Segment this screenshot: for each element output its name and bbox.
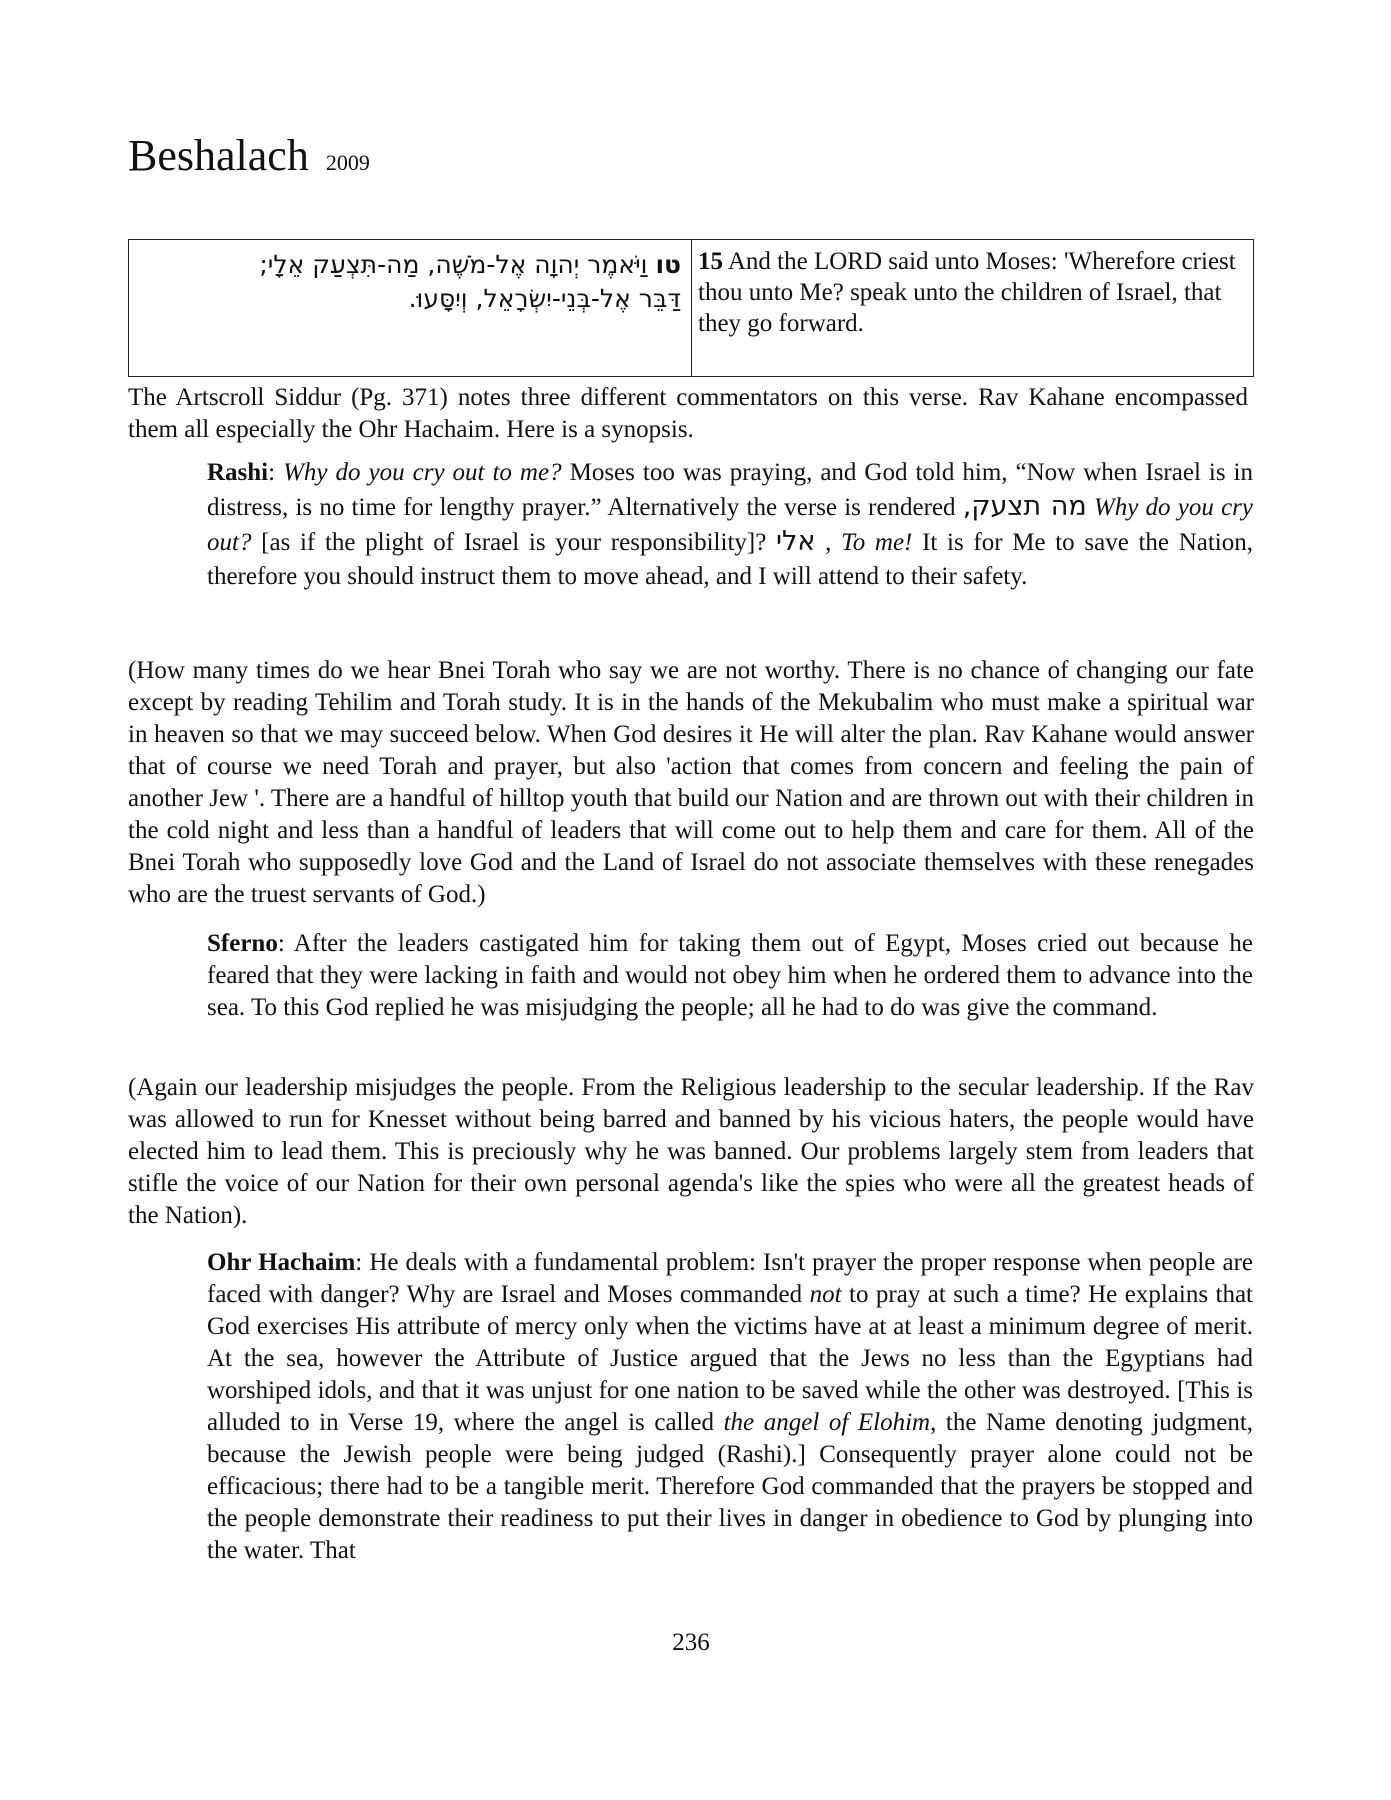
rashi-question-3: To me!	[841, 529, 913, 556]
rashi-text-4: It is for Me to save the Nation, therefore you should instruct them to move ahead, and I will attend to their safety.	[207, 529, 1254, 590]
rashi-text-3: ,	[815, 529, 842, 556]
sferno-commentary	[207, 928, 1253, 1024]
ohr-text-3: , the Name denoting judgment, because the Jewish people were being judged (Rashi).] Consequently prayer alone could not be efficacious; there had to be a tangible merit. Therefore God commanded that the prayers be stopped and the people demonstrate their readiness to put their lives in danger in obedience to God by plunging into the water. That	[207, 1409, 1254, 1564]
verse-english-cell	[692, 240, 1253, 376]
rashi-question-2: Why do you cry out?	[207, 494, 1253, 556]
title-year: 2009	[325, 150, 370, 175]
rashi-text-2: [as if the plight of Israel is your responsibility]?	[251, 529, 777, 556]
verse-hebrew-line-2: דַּבֵּר אֶל-בְּנֵי-יִשְׂרָאֵל, וְיִסָּעוּ.	[408, 284, 681, 313]
page-number: 236	[672, 1629, 710, 1656]
rashi-commentary	[207, 456, 1253, 594]
verse-hebrew-marker: טו	[655, 250, 681, 279]
rashi-sep: :	[268, 459, 284, 486]
verse-hebrew-cell	[129, 240, 692, 376]
verse-hebrew-line-1-text: וַיֹּאמֶר יְהוָה אֶל-מֹשֶׁה, מַה-תִּצְעַק אֵלָי;	[259, 250, 648, 279]
ohr-emphasis-1: not	[809, 1281, 842, 1308]
rashi-label: Rashi	[207, 459, 269, 486]
title-text: Beshalach	[128, 131, 309, 180]
verse-number: 15	[698, 248, 723, 275]
rashi-question-1: Why do you cry out to me?	[283, 459, 562, 486]
intro-paragraph: The Artscroll Siddur (Pg. 371) notes three different commentators on this verse. Rav Kahane encompassed them all especially the Ohr Hachaim. Here is a synopsis.	[128, 384, 1248, 443]
ohr-label: Ohr Hachaim	[207, 1249, 356, 1276]
ohr-text-2: to pray at such a time? He explains that God exercises His attribute of mercy only when the victims have at at least a minimum degree of merit. At the sea, however the Attribute of Justice argued that the Jews no less than the Egyptians had worshiped idols, and that it was unjust for one nation to be saved while the other was destroyed. [This is alluded to in Verse 19, where the angel is called	[207, 1281, 1253, 1436]
verse-hebrew-line-1	[137, 248, 681, 282]
sferno-text: : After the leaders castigated him for taking them out of Egypt, Moses cried out because he feared that they were lacking in faith and would not obey him when he ordered them to advance into the sea. To this God replied he was misjudging the people; all he had to do was give the command.	[207, 930, 1253, 1021]
ohr-text-1: : He deals with a fundamental problem: Isn't prayer the proper response when people are faced with danger? Why are Israel and Moses commanded	[207, 1249, 1253, 1308]
rashi-text-1: Moses too was praying, and God told him, “Now when Israel is in distress, is no time for lengthy prayer.” Alternatively the verse is rendered	[207, 459, 1254, 521]
verse-english-text: And the LORD said unto Moses: 'Wherefore criest thou unto Me? speak unto the children of Israel, that they go forward.	[698, 248, 1236, 337]
page-title	[128, 128, 370, 191]
rashi-hebrew-1: מה תצעק,	[962, 491, 1087, 522]
comment-paragraph-2: (Again our leadership misjudges the people. From the Religious leadership to the secular leadership. If the Rav was allowed to run for Knesset without being barred and banned by his vicious haters, the people would have elected him to lead them. This is preciously why he was banned. Our problems largely stem from leaders that stifle the voice of our Nation for their own personal agenda's like the spies who were all the greatest heads of the Nation).	[128, 1074, 1254, 1229]
ohr-emphasis-2: the angel of Elohim	[723, 1409, 931, 1436]
verse-table	[128, 239, 1254, 377]
ohr-hachaim-commentary	[207, 1247, 1253, 1567]
rashi-hebrew-2: אלי	[776, 526, 816, 557]
comment-paragraph-1: (How many times do we hear Bnei Torah who say we are not worthy. There is no chance of changing our fate except by reading Tehilim and Torah study. It is in the hands of the Mekubalim who must make a spiritual war in heaven so that we may succeed below. When God desires it He will alter the plan. Rav Kahane would answer that of course we need Torah and prayer, but also 'action that comes from concern and feeling the pain of another Jew '. There are a handful of hilltop youth that build our Nation and are thrown out with their children in the cold night and less than a handful of leaders that will come out to help them and care for them. All of the Bnei Torah who supposedly love God and the Land of Israel do not associate themselves with these renegades who are the truest servants of God.)	[128, 657, 1254, 908]
sferno-label: Sferno	[207, 930, 278, 957]
